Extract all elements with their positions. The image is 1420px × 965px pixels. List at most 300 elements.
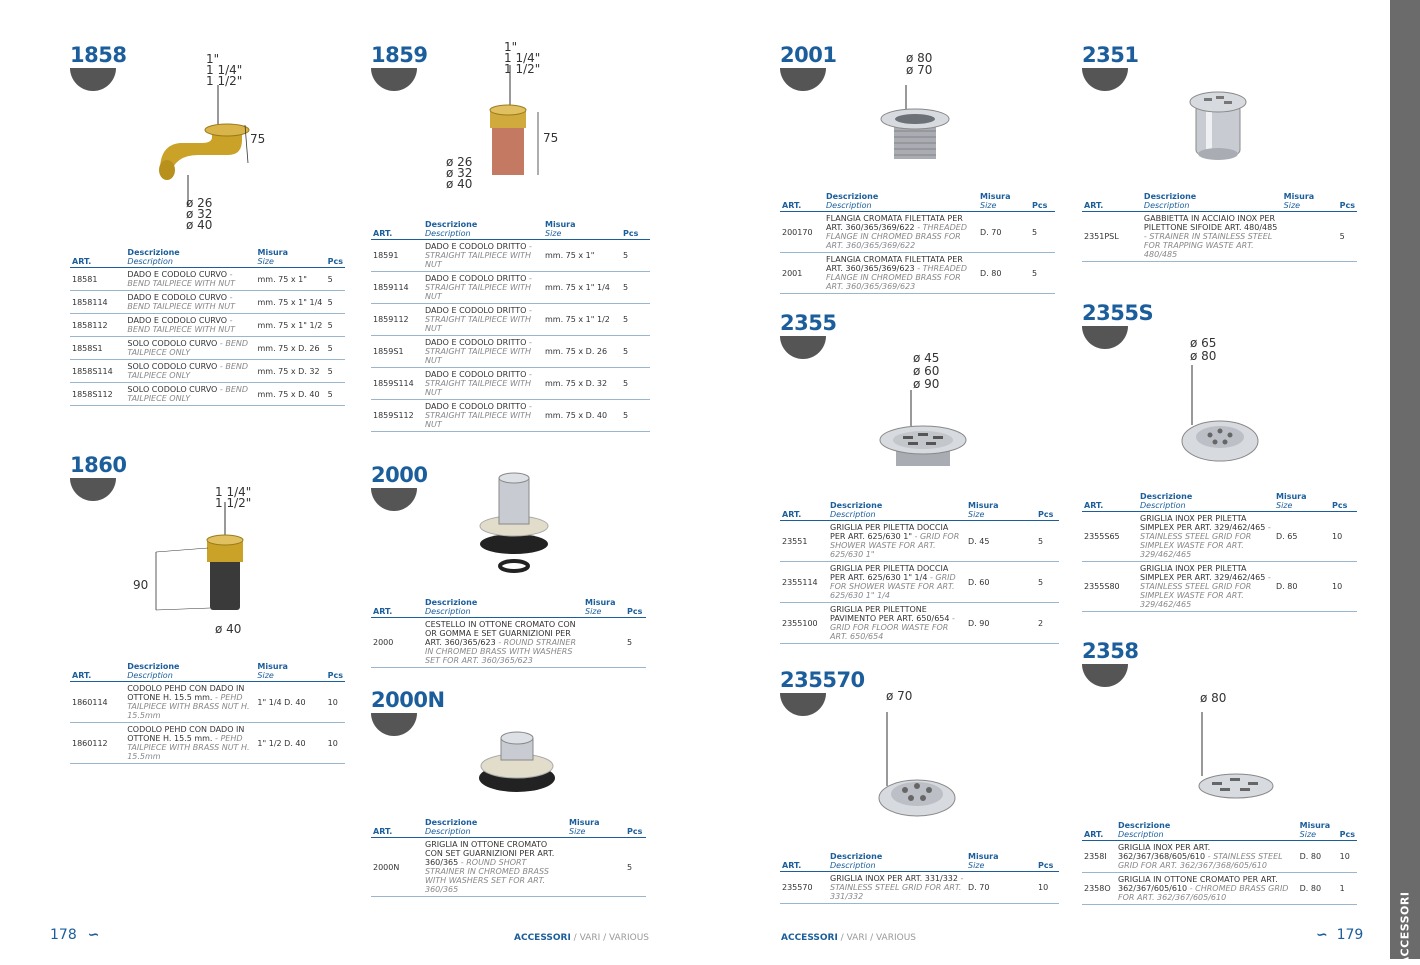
cell-description [125, 360, 255, 383]
dim-label-diam-1: ø 26 [446, 155, 473, 169]
desc-english: - STRAINER IN STAINLESS STEEL FOR TRAPPING WASTE ART. 480/485 [1143, 232, 1273, 259]
threaded-flange-image [878, 85, 954, 171]
product-badge-icon [780, 68, 826, 91]
right-page [710, 0, 1390, 959]
desc-english: - BEND TAILPIECE WITH NUT [127, 270, 235, 288]
cell-description [824, 212, 978, 253]
cell-art: 2355S80 [1082, 562, 1138, 612]
col-art: ART. [1082, 192, 1142, 212]
cell-description [1138, 512, 1274, 562]
cell-art: 1858112 [70, 314, 125, 337]
col-desc: Descrizione Description [828, 501, 966, 521]
dim-label-thread-2: 1 1/4" [206, 63, 243, 77]
table-row [780, 521, 1059, 562]
dim-label-thread-1: 1" [504, 40, 518, 54]
col-pcs: Pcs [1330, 492, 1357, 512]
product-table-2355 [780, 501, 1059, 644]
round-short-strainer-image [475, 722, 561, 798]
dim-label-diam-1: ø 26 [186, 196, 213, 210]
cell-pcs: 5 [621, 240, 650, 272]
straight-tailpiece-image [470, 51, 570, 195]
desc-english: - BEND TAILPIECE ONLY [127, 385, 249, 403]
col-size: Misura Size [966, 501, 1036, 521]
desc-english: - BEND TAILPIECE ONLY [127, 362, 249, 380]
product-code: 2000 [371, 463, 428, 487]
product-header-235570 [780, 669, 865, 716]
product-badge-icon [371, 488, 417, 511]
dim-label-diam: ø 80 [1200, 691, 1227, 705]
dim-label-diam: ø 70 [886, 689, 913, 703]
desc-italian: GRIGLIA INOX PER PILETTA SIMPLEX PER ART. 329/462/465 [1140, 564, 1266, 582]
table-row [1082, 212, 1357, 262]
table-row [371, 400, 650, 432]
cell-art: 2355100 [780, 603, 828, 644]
cell-art: 18591 [371, 240, 423, 272]
stainless-grid-image [875, 712, 961, 822]
dim-label-thread-3: 1 1/2" [206, 74, 243, 88]
dim-label-height: 75 [543, 131, 559, 145]
product-table-1859 [371, 220, 650, 432]
desc-english: - GRID FOR SHOWER WASTE FOR ART. 625/630 1" [830, 532, 960, 559]
product-code: 2355S [1082, 301, 1154, 325]
dim-label-diam-3: ø 90 [913, 377, 940, 391]
cell-art: 1858S112 [70, 383, 125, 406]
cell-pcs: 5 [625, 618, 646, 668]
table-row [70, 314, 345, 337]
page-number-left: 178 ∽ [50, 927, 100, 943]
product-header-2358 [1082, 640, 1138, 687]
desc-english: - ROUND SHORT STRAINER IN CHROMED BRASS WITH WASHERS SET FOR ART. 360/365 [425, 858, 549, 894]
col-pcs: Pcs [326, 248, 345, 268]
desc-italian: DADO E CODOLO CURVO [127, 270, 228, 279]
table-row [780, 212, 1055, 253]
cell-pcs: 5 [1338, 212, 1357, 262]
dim-label-thread-1: 1 1/4" [215, 485, 252, 499]
cell-art: 1859S1 [371, 336, 423, 368]
cell-pcs: 5 [1036, 562, 1059, 603]
cell-pcs: 2 [1036, 603, 1059, 644]
cell-description [423, 240, 543, 272]
desc-italian: DADO E CODOLO DRITTO [425, 242, 527, 251]
desc-italian: SOLO CODOLO CURVO [127, 385, 218, 394]
product-code: 1858 [70, 43, 127, 67]
cell-art: 1859S114 [371, 368, 423, 400]
dim-label-diam-1: ø 80 [906, 51, 933, 65]
desc-english: - STRAIGHT TAILPIECE WITH NUT [425, 242, 532, 269]
desc-italian: GRIGLIA INOX PER ART. 331/332 [830, 874, 958, 883]
cell-art: 2000N [371, 838, 423, 897]
shower-grid-image [878, 390, 968, 470]
product-header-2000 [371, 464, 427, 511]
table-row [371, 240, 650, 272]
round-strainer-image [472, 468, 562, 576]
desc-english: - STAINLESS STEEL GRID FOR ART. 331/332 [830, 874, 964, 901]
col-size: Misura Size [966, 852, 1036, 872]
cell-pcs: 5 [1030, 253, 1055, 294]
dim-label-diam-2: ø 32 [446, 166, 473, 180]
table-row [1082, 512, 1357, 562]
col-pcs: Pcs [1030, 192, 1055, 212]
dim-label-diam-1: ø 45 [913, 351, 940, 365]
cell-description [824, 253, 978, 294]
desc-english: - STAINLESS STEEL GRID FOR ART. 362/367/368/605/610 [1117, 852, 1283, 870]
cell-size: D. 80 [1298, 873, 1338, 905]
product-code: 2358 [1082, 639, 1139, 663]
product-badge-icon [780, 336, 826, 359]
table-row [1082, 873, 1357, 905]
cell-size: mm. 75 x 1" 1/2 [256, 314, 326, 337]
product-badge-icon [1082, 326, 1128, 349]
cell-description [828, 521, 966, 562]
cell-description [423, 272, 543, 304]
cell-pcs: 10 [1330, 562, 1357, 612]
grid-2358-image [1196, 712, 1276, 802]
col-pcs: Pcs [1338, 192, 1357, 212]
cell-art: 23551 [780, 521, 828, 562]
cell-pcs: 5 [621, 272, 650, 304]
desc-italian: DADO E CODOLO CURVO [127, 316, 228, 325]
desc-english: - PEHD TAILPIECE WITH BRASS NUT H. 15.5mm [127, 734, 250, 761]
col-pcs: Pcs [1338, 821, 1357, 841]
product-badge-icon [1082, 664, 1128, 687]
product-header-1858 [70, 44, 126, 91]
cell-size: D. 45 [966, 521, 1036, 562]
cell-size: 1" 1/4 D. 40 [255, 682, 325, 723]
product-header-2001 [780, 44, 836, 91]
desc-italian: GRIGLIA INOX PER ART. 362/367/368/605/610 [1117, 843, 1211, 861]
cell-size: D. 65 [1274, 512, 1330, 562]
col-desc: Descrizione Description [423, 818, 567, 838]
desc-italian: DADO E CODOLO DRITTO [425, 274, 527, 283]
product-badge-icon [1082, 68, 1128, 91]
cell-art: 2355S65 [1082, 512, 1138, 562]
col-size: Misura Size [543, 220, 621, 240]
brand-logo-icon: ∽ [87, 927, 100, 943]
cell-description [423, 400, 543, 432]
cell-size: mm. 75 x D. 26 [256, 337, 326, 360]
col-pcs: Pcs [625, 598, 646, 618]
dim-label-thread-2: 1 1/2" [215, 496, 252, 510]
dim-label-diam: ø 40 [215, 622, 242, 636]
desc-italian: GRIGLIA IN OTTONE CROMATO CON SET GUARNIZIONI PER ART. 360/365 [425, 840, 555, 867]
dim-label-diam-3: ø 40 [446, 177, 473, 191]
product-code: 2351 [1082, 43, 1139, 67]
col-art: ART. [1082, 821, 1116, 841]
cell-description [125, 723, 255, 764]
desc-english: - STRAIGHT TAILPIECE WITH NUT [425, 274, 532, 301]
desc-english: - GRID FOR SHOWER WASTE FOR ART. 625/630 1" 1/4 [830, 573, 956, 600]
product-table-2000N [371, 818, 646, 897]
table-row [371, 304, 650, 336]
desc-english: - CHROMED BRASS GRID FOR ART. 362/367/605/610 [1117, 884, 1289, 902]
desc-english: - STRAIGHT TAILPIECE WITH NUT [425, 370, 532, 397]
cell-art: 2001 [780, 253, 824, 294]
col-size: Misura Size [256, 248, 326, 268]
dim-label-diam-1: ø 65 [1190, 336, 1217, 350]
page-number-right: ∽ 179 [1316, 927, 1364, 943]
desc-italian: DADO E CODOLO DRITTO [425, 402, 527, 411]
product-badge-icon [70, 68, 116, 91]
col-size: Misura Size [255, 662, 325, 682]
col-size: Misura Size [583, 598, 625, 618]
dim-label-diam-2: ø 70 [906, 63, 933, 77]
desc-italian: CODOLO PEHD CON DADO IN OTTONE H. 15.5 mm. [127, 725, 245, 743]
cell-description [423, 336, 543, 368]
product-table-2000 [371, 598, 646, 668]
cell-size: D. 80 [1298, 841, 1338, 873]
product-header-1859 [371, 44, 427, 91]
cell-size: mm. 75 x 1" [543, 240, 621, 272]
cell-pcs: 5 [625, 838, 646, 897]
table-row [70, 682, 345, 723]
cell-description [828, 562, 966, 603]
cell-size: mm. 75 x 1" [256, 268, 326, 291]
col-size: Misura Size [978, 192, 1030, 212]
cell-art: 2358I [1082, 841, 1116, 873]
product-header-2355 [780, 312, 836, 359]
cell-pcs: 5 [326, 291, 345, 314]
table-row [780, 603, 1059, 644]
desc-italian: GRIGLIA PER PILETTONE PAVIMENTO PER ART. 650/654 [830, 605, 950, 623]
desc-english: - STRAIGHT TAILPIECE WITH NUT [425, 402, 532, 429]
desc-english: - BEND TAILPIECE WITH NUT [127, 293, 235, 311]
cell-description [1142, 212, 1282, 262]
product-table-235570 [780, 852, 1059, 904]
col-desc: Descrizione Description [423, 220, 543, 240]
cell-description [1116, 873, 1298, 905]
desc-english: - THREADED FLANGE IN CHROMED BRASS FOR ART. 360/365/369/622 [826, 223, 967, 250]
cell-description [1138, 562, 1274, 612]
cell-size: D. 80 [978, 253, 1030, 294]
desc-english: - STRAIGHT TAILPIECE WITH NUT [425, 306, 532, 333]
table-row [780, 562, 1059, 603]
desc-english: - THREADED FLANGE IN CHROMED BRASS FOR ART. 360/365/369/623 [826, 264, 967, 291]
col-desc: Descrizione Description [125, 248, 255, 268]
col-size: Misura Size [567, 818, 625, 838]
cell-pcs: 10 [1338, 841, 1357, 873]
dim-label-diam-2: ø 80 [1190, 349, 1217, 363]
table-row [1082, 562, 1357, 612]
cell-description [125, 682, 255, 723]
desc-english: - BEND TAILPIECE WITH NUT [127, 316, 235, 334]
cell-pcs: 5 [326, 268, 345, 291]
cell-art: 1860114 [70, 682, 125, 723]
table-row [70, 383, 345, 406]
table-row [70, 360, 345, 383]
product-table-2355S [1082, 492, 1357, 612]
cell-pcs: 5 [326, 337, 345, 360]
cell-art: 1858S114 [70, 360, 125, 383]
cell-description [125, 291, 255, 314]
cell-description [423, 618, 583, 668]
section-label-left: ACCESSORI / VARI / VARIOUS [514, 933, 650, 943]
dim-label-height: 75 [250, 132, 266, 146]
table-row [371, 838, 646, 897]
cell-description [1116, 841, 1298, 873]
cell-pcs: 5 [1036, 521, 1059, 562]
cell-size: mm. 75 x 1" 1/2 [543, 304, 621, 336]
cell-size: mm. 75 x D. 32 [543, 368, 621, 400]
cell-art: 2000 [371, 618, 423, 668]
cell-art: 200170 [780, 212, 824, 253]
product-badge-icon [70, 478, 116, 501]
table-row [1082, 841, 1357, 873]
col-art: ART. [780, 192, 824, 212]
product-code: 2355 [780, 311, 837, 335]
cell-size: D. 60 [966, 562, 1036, 603]
cell-art: 18581 [70, 268, 125, 291]
table-row [371, 368, 650, 400]
col-desc: Descrizione Description [828, 852, 966, 872]
col-pcs: Pcs [621, 220, 650, 240]
cell-pcs: 5 [621, 400, 650, 432]
product-code: 235570 [780, 668, 865, 692]
cell-description [125, 337, 255, 360]
brand-logo-icon: ∽ [1316, 927, 1328, 943]
product-table-2351 [1082, 192, 1357, 262]
simplex-grid-image [1178, 365, 1268, 465]
left-page [0, 0, 710, 959]
trap-strainer-image [1188, 88, 1248, 164]
desc-english: - ROUND STRAINER IN CHROMED BRASS WITH WASHERS SET FOR ART. 360/365/623 [425, 638, 576, 665]
cell-size: mm. 75 x D. 40 [543, 400, 621, 432]
cell-pcs: 5 [621, 368, 650, 400]
cell-pcs: 10 [1036, 872, 1059, 904]
dim-label-thread-1: 1" [206, 52, 220, 66]
col-desc: Descrizione Description [1142, 192, 1282, 212]
product-badge-icon [371, 713, 417, 736]
cell-art: 1859S112 [371, 400, 423, 432]
cell-description [423, 838, 567, 897]
col-art: ART. [70, 662, 125, 682]
table-row [70, 268, 345, 291]
cell-size: D. 70 [978, 212, 1030, 253]
cell-size: 1" 1/2 D. 40 [255, 723, 325, 764]
desc-italian: GRIGLIA PER PILETTA DOCCIA PER ART. 625/630 1" 1/4 [830, 564, 949, 582]
cell-size [583, 618, 625, 668]
cell-pcs: 10 [326, 723, 345, 764]
col-art: ART. [371, 818, 423, 838]
col-art: ART. [371, 598, 423, 618]
desc-italian: FLANGIA CROMATA FILETTATA PER ART. 360/365/369/623 [826, 255, 963, 273]
cell-size [567, 838, 625, 897]
product-badge-icon [780, 693, 826, 716]
cell-pcs: 5 [621, 336, 650, 368]
product-header-2351 [1082, 44, 1138, 91]
cell-pcs: 10 [1330, 512, 1357, 562]
col-art: ART. [70, 248, 125, 268]
col-art: ART. [1082, 492, 1138, 512]
desc-italian: DADO E CODOLO DRITTO [425, 370, 527, 379]
table-row [371, 336, 650, 368]
table-row [70, 723, 345, 764]
col-pcs: Pcs [625, 818, 646, 838]
product-code: 1859 [371, 43, 428, 67]
product-code: 1860 [70, 453, 127, 477]
dim-label-thread-2: 1 1/4" [504, 51, 541, 65]
desc-english: - BEND TAILPIECE ONLY [127, 339, 249, 357]
dim-label-diam-2: ø 60 [913, 364, 940, 378]
cell-pcs: 5 [326, 360, 345, 383]
col-size: Misura Size [1274, 492, 1330, 512]
desc-english: - STAINLESS STEEL GRID FOR SIMPLEX WASTE FOR ART. 329/462/465 [1140, 573, 1271, 609]
cell-size: D. 90 [966, 603, 1036, 644]
dim-label-height: 90 [133, 578, 149, 592]
col-art: ART. [371, 220, 423, 240]
desc-italian: SOLO CODOLO CURVO [127, 362, 218, 371]
desc-italian: GRIGLIA INOX PER PILETTA SIMPLEX PER ART. 329/462/465 [1140, 514, 1266, 532]
table-row [70, 291, 345, 314]
cell-description [423, 304, 543, 336]
table-row [780, 872, 1059, 904]
product-table-2358 [1082, 821, 1357, 905]
desc-italian: DADO E CODOLO DRITTO [425, 306, 527, 315]
cell-size: mm. 75 x 1" 1/4 [256, 291, 326, 314]
desc-english: - PEHD TAILPIECE WITH BRASS NUT H. 15.5mm [127, 693, 250, 720]
cell-size: mm. 75 x D. 40 [256, 383, 326, 406]
col-size: Misura Size [1298, 821, 1338, 841]
section-label-right: ACCESSORI / VARI / VARIOUS [781, 933, 917, 943]
cell-pcs: 1 [1338, 873, 1357, 905]
cell-art: 1860112 [70, 723, 125, 764]
col-pcs: Pcs [326, 662, 345, 682]
cell-size: mm. 75 x D. 26 [543, 336, 621, 368]
desc-italian: FLANGIA CROMATA FILETTATA PER ART. 360/365/369/622 [826, 214, 963, 232]
desc-italian: SOLO CODOLO CURVO [127, 339, 218, 348]
desc-italian: DADO E CODOLO CURVO [127, 293, 228, 302]
col-desc: Descrizione Description [824, 192, 978, 212]
cell-pcs: 5 [326, 314, 345, 337]
cell-art: 1858114 [70, 291, 125, 314]
col-pcs: Pcs [1036, 852, 1059, 872]
desc-english: - GRID FOR FLOOR WASTE FOR ART. 650/654 [830, 614, 955, 641]
cell-art: 2358O [1082, 873, 1116, 905]
cell-art: 1858S1 [70, 337, 125, 360]
table-row [371, 618, 646, 668]
desc-italian: GRIGLIA IN OTTONE CROMATO PER ART. 362/367/605/610 [1117, 875, 1278, 893]
dim-label-diam-3: ø 40 [186, 218, 213, 232]
cell-pcs: 5 [1030, 212, 1055, 253]
cell-art: 2351PSL [1082, 212, 1142, 262]
product-code: 2000N [371, 688, 445, 712]
cell-art: 2355114 [780, 562, 828, 603]
col-pcs: Pcs [1036, 501, 1059, 521]
desc-italian: CESTELLO IN OTTONE CROMATO CON OR GOMMA E SET GUARNIZIONI PER ART. 360/365/623 [425, 620, 576, 647]
cell-art: 235570 [780, 872, 828, 904]
cell-description [423, 368, 543, 400]
cell-description [125, 314, 255, 337]
product-table-2001 [780, 192, 1055, 294]
cell-size: mm. 75 x D. 32 [256, 360, 326, 383]
cell-pcs: 5 [621, 304, 650, 336]
cell-art: 1859112 [371, 304, 423, 336]
product-table-1860 [70, 662, 345, 764]
pehd-tailpiece-image [150, 496, 260, 630]
col-desc: Descrizione Description [1116, 821, 1298, 841]
dim-label-diam-2: ø 32 [186, 207, 213, 221]
col-desc: Descrizione Description [423, 598, 583, 618]
table-row [70, 337, 345, 360]
cell-size: D. 80 [1274, 562, 1330, 612]
desc-italian: DADO E CODOLO DRITTO [425, 338, 527, 347]
col-desc: Descrizione Description [125, 662, 255, 682]
table-row [780, 253, 1055, 294]
col-size: Misura Size [1282, 192, 1338, 212]
product-header-2355S [1082, 302, 1153, 349]
col-art: ART. [780, 501, 828, 521]
cell-pcs: 5 [326, 383, 345, 406]
cell-pcs: 10 [326, 682, 345, 723]
